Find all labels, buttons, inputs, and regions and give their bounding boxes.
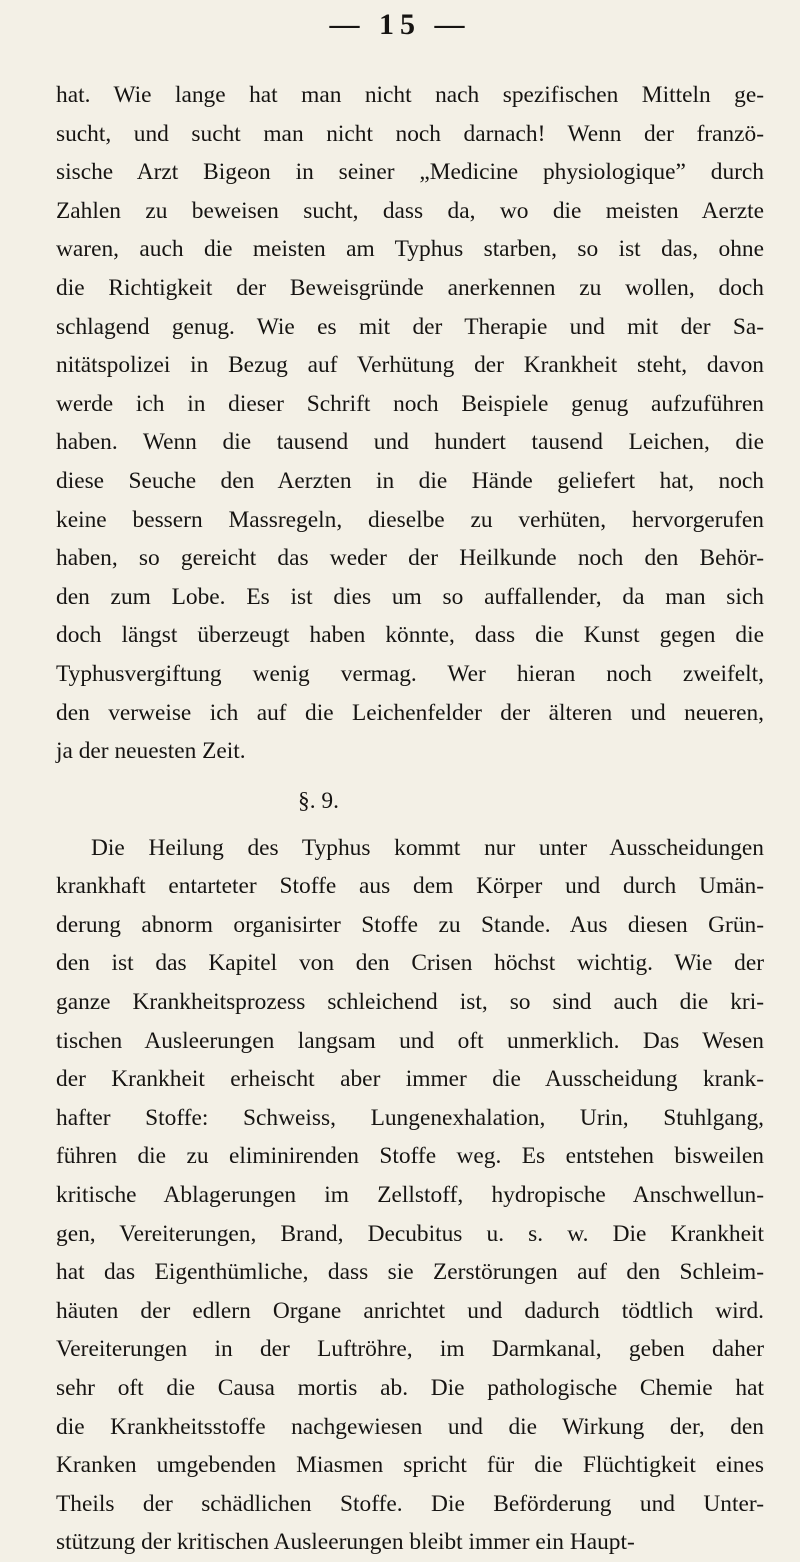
text-line: stützung der kritischen Ausleerungen bleibt immer ein Haupt- <box>56 1529 635 1556</box>
section-heading: §. 9. <box>298 787 339 814</box>
text-line: der Krankheit erheischt aber immer die Ausscheidung krank- <box>56 1066 764 1093</box>
paragraph-2 <box>56 829 764 1562</box>
text-line: doch längst überzeugt haben könnte, dass die Kunst gegen die <box>56 622 764 649</box>
text-line: die Krankheitsstoffe nachgewiesen und die Wirkung der, den <box>56 1413 764 1440</box>
text-line: den zum Lobe. Es ist dies um so auffallender, da man sich <box>56 583 764 610</box>
text-line: Zahlen zu beweisen sucht, dass da, wo die meisten Aerzte <box>56 197 764 224</box>
text-line: schlagend genug. Wie es mit der Therapie und mit der Sa- <box>56 313 764 340</box>
text-line: haben. Wenn die tausend und hundert tausend Leichen, die <box>56 429 764 456</box>
text-line: nitätspolizei in Bezug auf Verhütung der Krankheit steht, davon <box>56 352 764 379</box>
text-line: häuten der edlern Organe anrichtet und dadurch tödtlich wird. <box>56 1297 764 1324</box>
text-line: Vereiterungen in der Luftröhre, im Darmkanal, geben daher <box>56 1336 764 1363</box>
text-line: die Richtigkeit der Beweisgründe anerkennen zu wollen, doch <box>56 274 764 301</box>
text-line: Kranken umgebenden Miasmen spricht für die Flüchtigkeit eines <box>56 1452 764 1479</box>
text-line: kritische Ablagerungen im Zellstoff, hydropische Anschwellun- <box>56 1182 764 1209</box>
text-line: diese Seuche den Aerzten in die Hände geliefert hat, noch <box>56 467 764 494</box>
page-number: — 15 — <box>329 8 471 41</box>
text-line: keine bessern Massregeln, dieselbe zu verhüten, hervorgerufen <box>56 506 764 533</box>
text-line: führen die zu eliminirenden Stoffe weg. Es entstehen bisweilen <box>56 1143 764 1170</box>
text-line: krankhaft entarteter Stoffe aus dem Körper und durch Umän- <box>56 873 764 900</box>
paragraph-1 <box>56 76 764 771</box>
text-line: sucht, und sucht man nicht noch darnach! Wenn der franzö- <box>56 120 764 147</box>
text-line: sehr oft die Causa mortis ab. Die pathologische Chemie hat <box>56 1375 764 1401</box>
text-line: hafter Stoffe: Schweiss, Lungenexhalation, Urin, Stuhlgang, <box>56 1104 764 1131</box>
text-line: hat. Wie lange hat man nicht nach spezifischen Mitteln ge- <box>56 82 764 108</box>
text-line: hat das Eigenthümliche, dass sie Zerstörungen auf den Schleim- <box>56 1259 764 1286</box>
text-line: werde ich in dieser Schrift noch Beispiele genug aufzuführen <box>56 390 764 417</box>
body-text <box>56 76 764 1562</box>
text-line: Theils der schädlichen Stoffe. Die Beförderung und Unter- <box>56 1490 764 1517</box>
text-line: ganze Krankheitsprozess schleichend ist, so sind auch die kri- <box>56 989 764 1016</box>
text-line: ja der neuesten Zeit. <box>56 738 246 765</box>
text-line: sische Arzt Bigeon in seiner „Medicine physiologique” durch <box>56 159 764 186</box>
text-line: tischen Ausleerungen langsam und oft unmerklich. Das Wesen <box>56 1027 764 1054</box>
text-line: gen, Vereiterungen, Brand, Decubitus u. s. w. Die Krankheit <box>56 1220 764 1247</box>
text-line: den verweise ich auf die Leichenfelder der älteren und neueren, <box>56 699 764 726</box>
text-line: waren, auch die meisten am Typhus starben, so ist das, ohne <box>56 236 764 263</box>
text-line: Die Heilung des Typhus kommt nur unter Ausscheidungen <box>91 834 764 861</box>
text-line: haben, so gereicht das weder der Heilkunde noch den Behör- <box>56 545 764 572</box>
text-line: Typhusvergiftung wenig vermag. Wer hieran noch zweifelt, <box>56 660 764 687</box>
text-line: derung abnorm organisirter Stoffe zu Stande. Aus diesen Grün- <box>56 911 764 938</box>
text-line: den ist das Kapitel von den Crisen höchst wichtig. Wie der <box>56 950 764 977</box>
